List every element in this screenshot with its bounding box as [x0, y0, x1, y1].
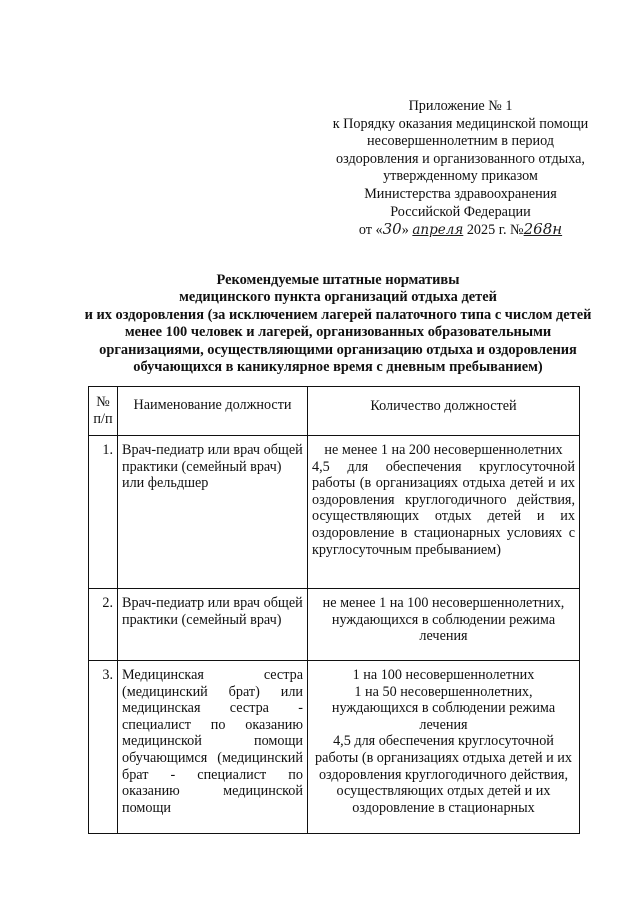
quantity-line: не менее 1 на 200 несовершеннолетних — [324, 442, 563, 458]
row-quantity — [308, 436, 580, 589]
document-title — [40, 272, 636, 376]
header-number — [89, 387, 118, 436]
row-quantity — [308, 661, 580, 834]
quantity-line: не менее 1 на 100 несовершеннолетних, нуждающихся в соблюдении режима лечения — [322, 595, 565, 645]
row-number: 1. — [89, 436, 118, 589]
appendix-line: Министерства здравоохранения — [364, 185, 557, 202]
title-line: организациями, осуществляющими организацию отдыха и оздоровления — [99, 341, 577, 358]
header-number-line1: № — [96, 394, 110, 411]
quantity-line: 4,5 для обеспечения круглосуточной работы (в организациях отдыха детей и их оздоровления круглогодичного действия, осуществляющих отдых детей и их оздоровление в стационарных условиях с круглосуточным пребыванием) — [312, 458, 575, 558]
appendix-line: Российской Федерации — [390, 203, 531, 220]
appendix-line: несовершеннолетним в период — [367, 133, 554, 150]
quantity-line: 4,5 для обеспечения круглосуточной работы (в организациях отдыха детей и их оздоровления круглогодичного действия, осуществляющих отдых детей и их оздоровление в стационарных — [315, 733, 572, 816]
title-line: и их оздоровления (за исключением лагерей палаточного типа с числом детей — [84, 306, 592, 323]
table-header-row — [89, 387, 580, 436]
handwritten-month: апреля — [412, 222, 464, 239]
row-position: Врач-педиатр или врач общей практики (семейный врач) или фельдшер — [118, 436, 308, 589]
handwritten-day: 30 — [382, 220, 402, 239]
title-line: Рекомендуемые штатные нормативы — [216, 272, 460, 288]
table-row — [89, 436, 580, 589]
appendix-line: к Порядку оказания медицинской помощи — [332, 115, 589, 132]
header-number-line2: п/п — [93, 411, 113, 427]
table-row — [89, 661, 580, 834]
row-position: Врач-педиатр или врач общей практики (семейный врач) — [118, 589, 308, 661]
row-number: 3. — [89, 661, 118, 834]
appendix-line: Приложение № 1 — [408, 98, 513, 114]
order-date-line — [318, 221, 603, 240]
date-year: 2025 г. № — [466, 222, 524, 239]
table-row — [89, 589, 580, 661]
quantity-line: 1 на 100 несовершеннолетних — [352, 667, 535, 683]
title-line: менее 100 человек и лагерей, организованных образовательными — [124, 324, 552, 341]
appendix-block — [318, 98, 603, 240]
row-number: 2. — [89, 589, 118, 661]
date-close: » — [401, 222, 409, 239]
handwritten-order-number: 268н — [523, 220, 563, 239]
title-line: медицинского пункта организаций отдыха детей — [179, 289, 497, 306]
row-position: Медицинская сестра (медицинский брат) или медицинская сестра - специалист по оказанию медицинской помощи обучающимся (медицинский брат - специалист по оказанию медицинской помощи — [118, 661, 308, 834]
row-quantity — [308, 589, 580, 661]
quantity-line: 1 на 50 несовершеннолетних, нуждающихся в соблюдении режима лечения — [331, 683, 556, 733]
staffing-table — [88, 386, 580, 834]
appendix-line: оздоровления и организованного отдыха, — [336, 150, 585, 167]
header-quantity: Количество должностей — [308, 387, 580, 436]
title-line: обучающихся в каникулярное время с дневным пребыванием) — [133, 359, 543, 376]
appendix-line: утвержденному приказом — [383, 168, 538, 185]
date-prefix: от « — [358, 222, 383, 239]
header-position: Наименование должности — [118, 387, 308, 436]
